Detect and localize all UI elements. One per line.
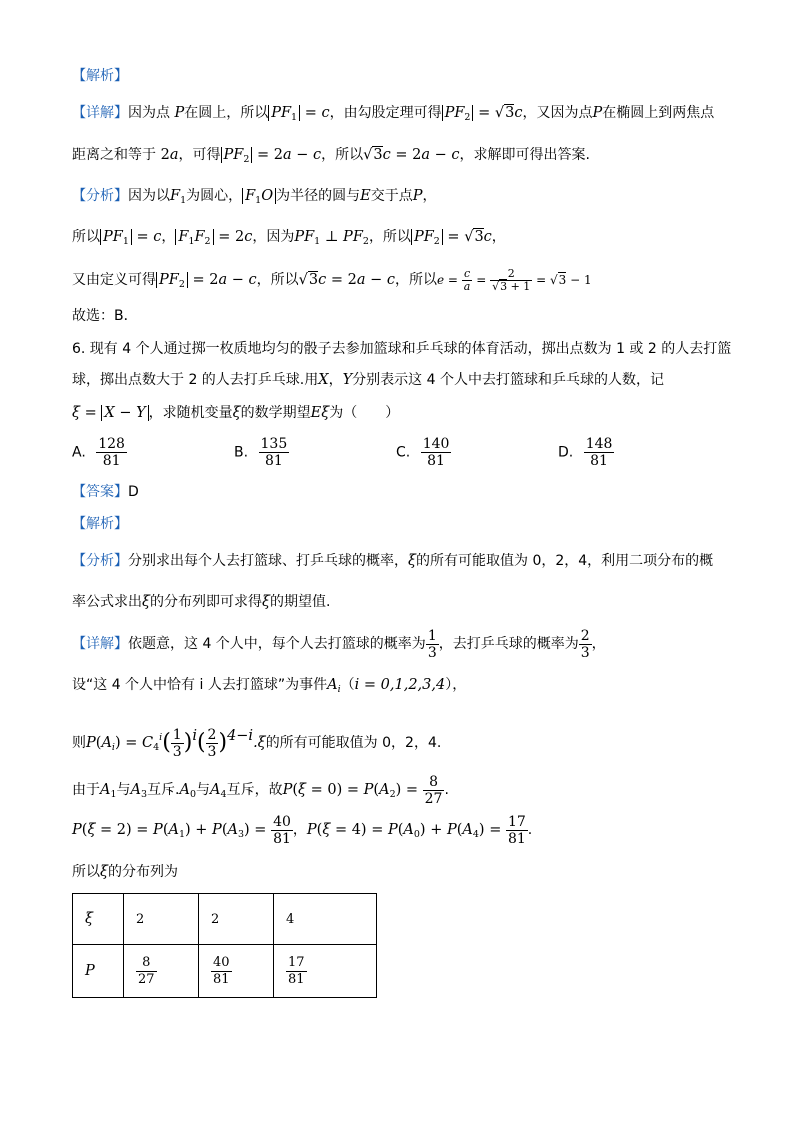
table-cell: 2 <box>199 894 274 945</box>
distribution-table <box>72 893 377 998</box>
table-cell: ξ <box>73 894 124 945</box>
table-row <box>73 945 377 998</box>
detail-6-line-1: 【详解】依题意，这 4 个人中，每个人去打篮球的概率为 $\frac{1}{3}$ ，去打乒乓球的概率为 $\frac{2}{3}$ ， <box>72 627 606 661</box>
section-tag-jiexi-2: 【解析】 <box>72 516 128 532</box>
analysis-line-1: 【分析】因为以$F_1$为圆心， $F_1O$ 为半径的圆与E交于点P， <box>72 188 437 206</box>
question-6-line-2: 球，掷出点数大于 2 的人去打乒乓球.用X，Y分别表示这 4 个人中去打篮球和乒乓球的人数，记 <box>72 372 664 388</box>
detail-6-line-6: 所以ξ的分布列为 <box>72 864 178 880</box>
table-row <box>73 894 377 945</box>
analysis-6-line-1: 【分析】分别求出每个人去打篮球、打乒乓球的概率，ξ的所有可能取值为 0，2，4，利用二项分布的概 <box>72 553 714 569</box>
question-6-line-1: 6. 现有 4 个人通过掷一枚质地均匀的骰子去参加篮球和乒乓球的体育活动，掷出点数为 1 或 2 的人去打篮 <box>72 341 732 357</box>
section-tag-fenxi: 【分析】 <box>72 188 128 204</box>
table-cell: 4 <box>274 894 377 945</box>
option-c[interactable]: C. $\frac{140}{81}$ <box>396 436 450 469</box>
option-a[interactable]: A. $\frac{128}{81}$ <box>72 436 125 469</box>
table-cell: P <box>73 945 124 998</box>
section-tag-daan: 【答案】 <box>72 484 128 500</box>
table-cell: $\frac{8}{27}$ <box>124 945 199 998</box>
detail-line-1: 【详解】因为点 P在圆上，所以 $PF_1 = c$，由勾股定理可得 $PF_2 = √3c$，又因为点P在椭圆上到两焦点 <box>72 105 715 123</box>
question-6-line-3: ξ = X − Y ，求随机变量ξ的数学期望Eξ为（ ） <box>72 405 400 421</box>
option-d[interactable]: D. $\frac{148}{81}$ <box>558 436 613 469</box>
section-tag-jiexi: 【解析】 <box>72 68 128 84</box>
analysis-line-2: 所以 $PF_1 = c$， $F_1F_2 = 2c$，因为$PF_1$ ⊥ $PF_2$，所以 $PF_2 = √3c$， <box>72 229 506 247</box>
table-cell: 2 <box>124 894 199 945</box>
section-tag-xiangjie: 【详解】 <box>72 105 128 121</box>
detail-6-line-3: 则$P(A_i) = C_4^i$( $\frac{1}{3}$ )$^i$( $\frac{2}{3}$ )$^{4-i}$.ξ的所有可能取值为 0，2，4. <box>72 726 442 760</box>
analysis-line-3: 又由定义可得 $PF_2 = 2a - c$，所以√3c = 2a − c，所以e = $\frac{c}{a}$ = $\frac{2}{√3 + 1}$ = √3 − 1 <box>72 267 592 293</box>
detail-6-line-5: $P(\xi = 2) = P(A_1) + P(A_3)$ = $\frac{40}{81}$ ，$P(\xi = 4) = P(A_0) + P(A_4)$ = $\frac{17}{81}$ . <box>72 813 533 847</box>
table-cell: $\frac{17}{81}$ <box>274 945 377 998</box>
detail-6-line-2: 设“这 4 个人中恰有 i 人去打篮球”为事件$A_i(i = 0,1,2,3,4)$， <box>72 677 467 695</box>
detail-6-line-4: 由于$A_1$与$A_3$互斥$.A_0$与$A_4$互斥，故$P(\xi = 0) = P(A_2)$ = $\frac{8}{27}$ . <box>72 773 449 807</box>
analysis-6-line-2: 率公式求出ξ的分布列即可求得ξ的期望值. <box>72 594 331 610</box>
choose-line: 故选：B． <box>72 308 138 324</box>
detail-line-2: 距离之和等于 2a，可得 $PF_2 = 2a - c$，所以√3c = 2a − c，求解即可得出答案. <box>72 147 590 165</box>
answer-line: 【答案】D <box>72 484 139 500</box>
table-cell: $\frac{40}{81}$ <box>199 945 274 998</box>
option-b[interactable]: B. $\frac{135}{81}$ <box>234 436 288 469</box>
